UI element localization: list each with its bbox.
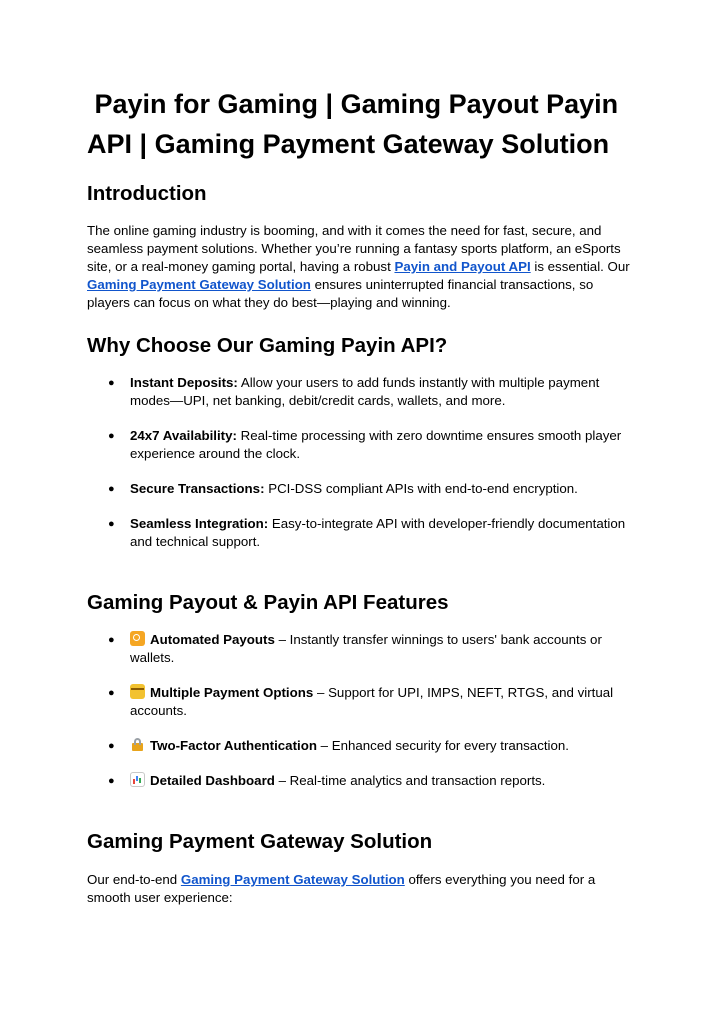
list-item-line bbox=[130, 480, 650, 498]
intro-line-4-text: ensures uninterrupted financial transactions, so bbox=[310, 277, 594, 292]
list-item-title: 24x7 Availability: bbox=[130, 428, 237, 443]
gateway-line-1-text-start: Our end-to-end bbox=[87, 872, 181, 887]
introduction-heading: Introduction bbox=[87, 182, 207, 205]
list-item-title: Multiple Payment Options bbox=[150, 685, 314, 700]
list-item-line bbox=[130, 631, 650, 649]
payin-payout-api-link[interactable]: Payin and Payout API bbox=[394, 259, 531, 274]
list-item-title: Instant Deposits: bbox=[130, 375, 238, 390]
bullet-icon: ● bbox=[108, 518, 115, 530]
list-item-text-continued: and technical support. bbox=[130, 534, 261, 549]
list-item-line bbox=[130, 515, 650, 533]
why-choose-heading: Why Choose Our Gaming Payin API? bbox=[87, 334, 448, 357]
intro-line-2: seamless payment solutions. Whether you’re running a fantasy sports platform, an eSports bbox=[87, 241, 621, 256]
intro-line-4 bbox=[87, 276, 647, 294]
bullet-icon: ● bbox=[108, 430, 115, 442]
gateway-paragraph bbox=[87, 871, 647, 907]
bullet-icon: ● bbox=[108, 775, 115, 787]
list-item-text: – Real-time analytics and transaction reports. bbox=[274, 773, 546, 788]
list-item-text: Allow your users to add funds instantly with multiple payment bbox=[237, 375, 600, 390]
list-item-line bbox=[130, 737, 650, 755]
page-title-line-1: Payin for Gaming | Gaming Payout Payin bbox=[87, 89, 619, 119]
list-item-text: PCI-DSS compliant APIs with end-to-end encryption. bbox=[264, 481, 578, 496]
list-item-text: – Instantly transfer winnings to users' bank accounts or bbox=[274, 632, 602, 647]
list-item-text: – Enhanced security for every transaction. bbox=[316, 738, 569, 753]
repeat-icon bbox=[130, 631, 145, 646]
bullet-icon: ● bbox=[108, 740, 115, 752]
gateway-heading: Gaming Payment Gateway Solution bbox=[87, 830, 433, 853]
list-item-text-continued: modes—UPI, net banking, debit/credit cards, wallets, and more. bbox=[130, 393, 506, 408]
list-item-line bbox=[130, 374, 650, 392]
intro-line-3 bbox=[87, 258, 647, 276]
list-item-text-continued: wallets. bbox=[130, 650, 175, 665]
bullet-icon: ● bbox=[108, 634, 115, 646]
bar-chart-icon bbox=[130, 772, 145, 787]
list-item-title: Seamless Integration: bbox=[130, 516, 269, 531]
introduction-paragraph bbox=[87, 222, 647, 312]
list-item-text-continued: experience around the clock. bbox=[130, 446, 301, 461]
intro-line-5: players can focus on what they do best—playing and winning. bbox=[87, 295, 451, 310]
bullet-icon: ● bbox=[108, 377, 115, 389]
features-heading: Gaming Payout & Payin API Features bbox=[87, 591, 449, 614]
intro-line-3-text-end: is essential. Our bbox=[530, 259, 630, 274]
list-item-title: Secure Transactions: bbox=[130, 481, 265, 496]
gateway-line-1 bbox=[87, 871, 647, 889]
gaming-payment-gateway-link[interactable]: Gaming Payment Gateway Solution bbox=[87, 277, 311, 292]
list-item-text: Real-time processing with zero downtime ensures smooth player bbox=[236, 428, 622, 443]
gateway-line-2: smooth user experience: bbox=[87, 890, 233, 905]
list-item-line bbox=[130, 427, 650, 445]
list-item-title: Detailed Dashboard bbox=[150, 773, 275, 788]
list-item-title: Automated Payouts bbox=[150, 632, 275, 647]
gateway-solution-link[interactable]: Gaming Payment Gateway Solution bbox=[180, 872, 405, 887]
list-item-text-continued: accounts. bbox=[130, 703, 187, 718]
bullet-icon: ● bbox=[108, 687, 115, 699]
list-item-title: Two-Factor Authentication bbox=[150, 738, 317, 753]
list-item-text: Easy-to-integrate API with developer-friendly documentation bbox=[268, 516, 626, 531]
intro-line-3-text-start: site, or a real-money gaming portal, having a robust bbox=[87, 259, 395, 274]
list-item-text: – Support for UPI, IMPS, NEFT, RTGS, and virtual bbox=[313, 685, 614, 700]
page-title-line-2: API | Gaming Payment Gateway Solution bbox=[87, 129, 610, 159]
bullet-icon: ● bbox=[108, 483, 115, 495]
list-item-line bbox=[130, 684, 650, 702]
credit-card-icon bbox=[130, 684, 145, 699]
page-title bbox=[87, 84, 687, 164]
intro-line-1: The online gaming industry is booming, and with it comes the need for fast, secure, and bbox=[87, 223, 602, 238]
gateway-line-1-text-end: offers everything you need for a bbox=[404, 872, 596, 887]
lock-with-key-icon bbox=[130, 737, 145, 752]
list-item-line bbox=[130, 772, 650, 790]
